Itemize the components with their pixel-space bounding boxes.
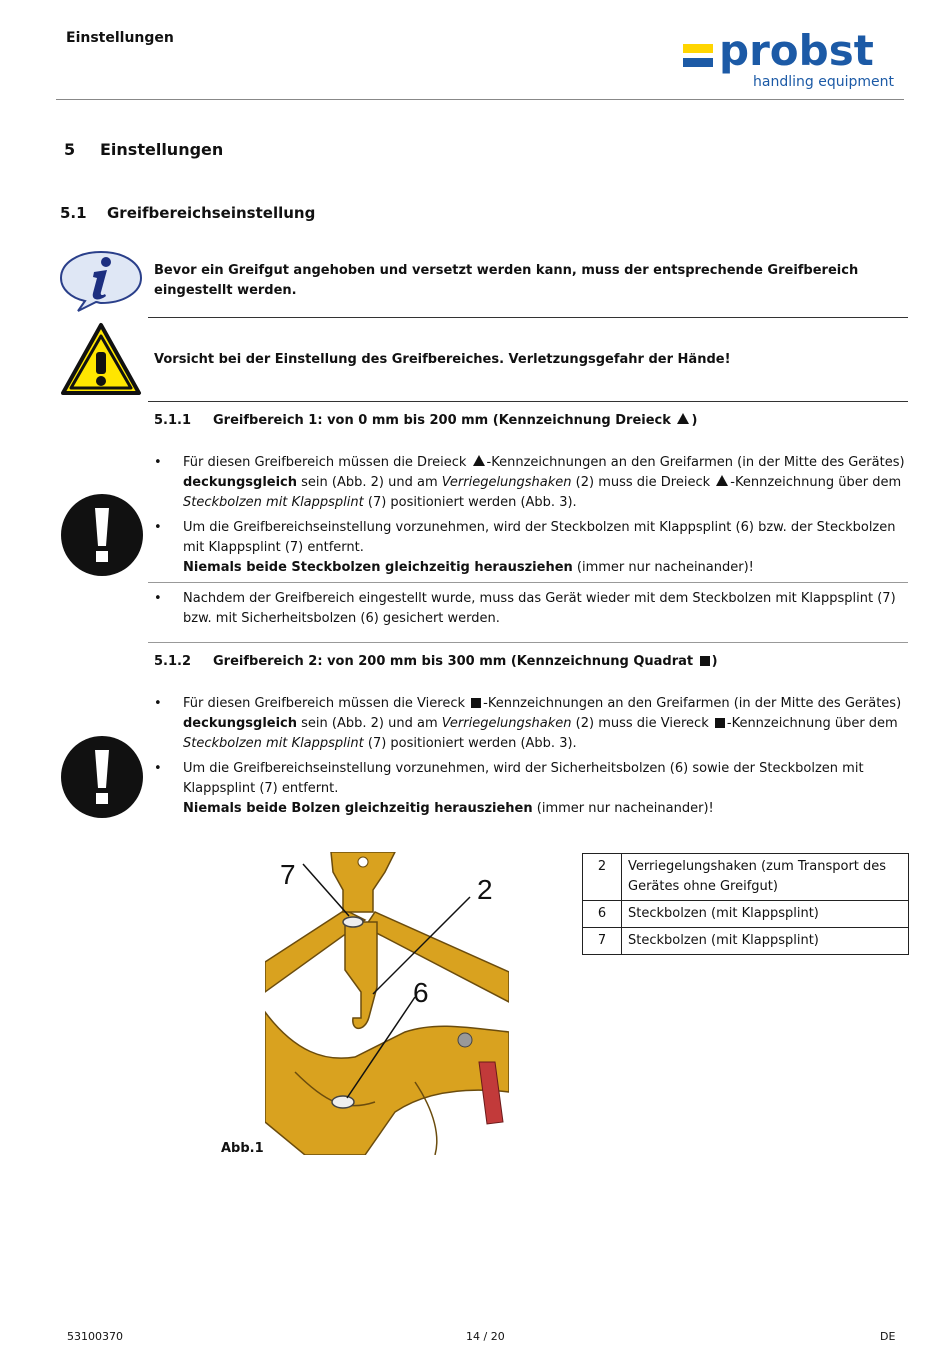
- figure-caption: Abb.1: [221, 1141, 264, 1156]
- subsubsection-heading-512: 5.1.2 Greifbereich 2: von 200 mm bis 300 mm (Kennzeichnung Quadrat ): [154, 654, 718, 669]
- list-item: • Um die Greifbereichseinstellung vorzunehmen, wird der Sicherheitsbolzen (6) sowie der Steckbolzen mit Klappsplint (7) entfernt. Niemals beide Bolzen gleichzeitig herausziehen (immer nur nacheinander)!: [150, 759, 906, 819]
- section-title: Einstellungen: [100, 140, 224, 159]
- probst-logo: [683, 26, 895, 92]
- divider: [148, 401, 908, 402]
- footer-doc-number: 53100370: [67, 1330, 123, 1343]
- table-row: [583, 854, 909, 901]
- exclamation-icon: [61, 494, 143, 576]
- legend-table: [582, 853, 909, 955]
- table-row: [583, 928, 909, 955]
- list-item: • Um die Greifbereichseinstellung vorzunehmen, wird der Steckbolzen mit Klappsplint (6) bzw. der Steckbolzen mit Klappsplint (7) entfernt. Niemals beide Steckbolzen gleichzeitig herausziehen (immer nur nacheinander)!: [150, 518, 906, 578]
- figure-label-7: 7: [280, 859, 296, 890]
- logo-bar-yellow: [683, 44, 713, 53]
- legend-text: Steckbolzen (mit Klappsplint): [622, 901, 909, 928]
- divider: [148, 642, 908, 643]
- info-note: Bevor ein Greifgut angehoben und versetzt werden kann, muss der entsprechende Greifbereich eingestellt werden.: [154, 263, 859, 298]
- subsubsection-number: 5.1.2: [154, 654, 192, 669]
- divider: [148, 582, 908, 583]
- list-item: • Nachdem der Greifbereich eingestellt wurde, muss das Gerät wieder mit dem Steckbolzen mit Klappsplint (7) bzw. mit Sicherheitsbolzen (6) gesichert werden.: [150, 589, 906, 629]
- header-title: Einstellungen: [66, 30, 174, 46]
- exclamation-icon: [61, 736, 143, 818]
- subsubsection-title: Greifbereich 1: von 0 mm bis 200 mm (Kennzeichnung Dreieck: [213, 413, 671, 428]
- subsection-heading: [60, 204, 315, 222]
- legend-text: Steckbolzen (mit Klappsplint): [622, 928, 909, 955]
- table-row: [583, 901, 909, 928]
- figure-label-6: 6: [413, 977, 429, 1008]
- subsection-title: Greifbereichseinstellung: [107, 204, 316, 222]
- triangle-icon: [716, 475, 728, 486]
- logo-bar-blue: [683, 58, 713, 67]
- section-number: 5: [64, 140, 76, 159]
- list-item: • Für diesen Greifbereich müssen die Dreieck -Kennzeichnungen an den Greifarmen (in der Mitte des Gerätes) deckungsgleich sein (Abb. 2) und am Verriegelungshaken (2) muss die Dreieck -Kennzeichnung über dem Steckbolzen mit Klappsplint (7) positioniert werden (Abb. 3).: [150, 453, 906, 513]
- triangle-icon: [677, 413, 689, 424]
- bullet-list-511b: [150, 589, 906, 634]
- triangle-icon: [473, 455, 485, 466]
- square-icon: [700, 656, 710, 666]
- legend-number: 2: [583, 854, 622, 901]
- square-icon: [715, 718, 725, 728]
- divider: [148, 317, 908, 318]
- legend-number: 6: [583, 901, 622, 928]
- subsection-number: 5.1: [60, 204, 87, 222]
- subsubsection-number: 5.1.1: [154, 413, 192, 428]
- warning-note: Vorsicht bei der Einstellung des Greifbereiches. Verletzungsgefahr der Hände!: [154, 352, 731, 367]
- device-illustration: [265, 852, 509, 1155]
- legend-number: 7: [583, 928, 622, 955]
- footer-page-number: 14 / 20: [466, 1330, 505, 1343]
- square-icon: [471, 698, 481, 708]
- legend-text: Verriegelungshaken (zum Transport des Gerätes ohne Greifgut): [622, 854, 909, 901]
- info-icon: [58, 248, 144, 314]
- bullet-list-511: [150, 453, 906, 583]
- bullet-list-512: [150, 694, 906, 824]
- logo-word: probst: [719, 26, 874, 75]
- list-item: • Für diesen Greifbereich müssen die Viereck -Kennzeichnungen an den Greifarmen (in der Mitte des Gerätes) deckungsgleich sein (Abb. 2) und am Verriegelungshaken (2) muss die Viereck -Kennzeichnung über dem Steckbolzen mit Klappsplint (7) positioniert werden (Abb. 3).: [150, 694, 906, 754]
- subsubsection-heading-511: 5.1.1 Greifbereich 1: von 0 mm bis 200 mm (Kennzeichnung Dreieck ): [154, 413, 698, 428]
- section-heading: [64, 140, 223, 159]
- figure-label-2: 2: [477, 874, 493, 905]
- logo-subtitle: handling equipment: [753, 74, 894, 90]
- footer-language: DE: [880, 1330, 896, 1343]
- warning-icon: [60, 322, 142, 396]
- subsubsection-title: Greifbereich 2: von 200 mm bis 300 mm (Kennzeichnung Quadrat: [213, 654, 694, 669]
- header-rule: [56, 99, 904, 100]
